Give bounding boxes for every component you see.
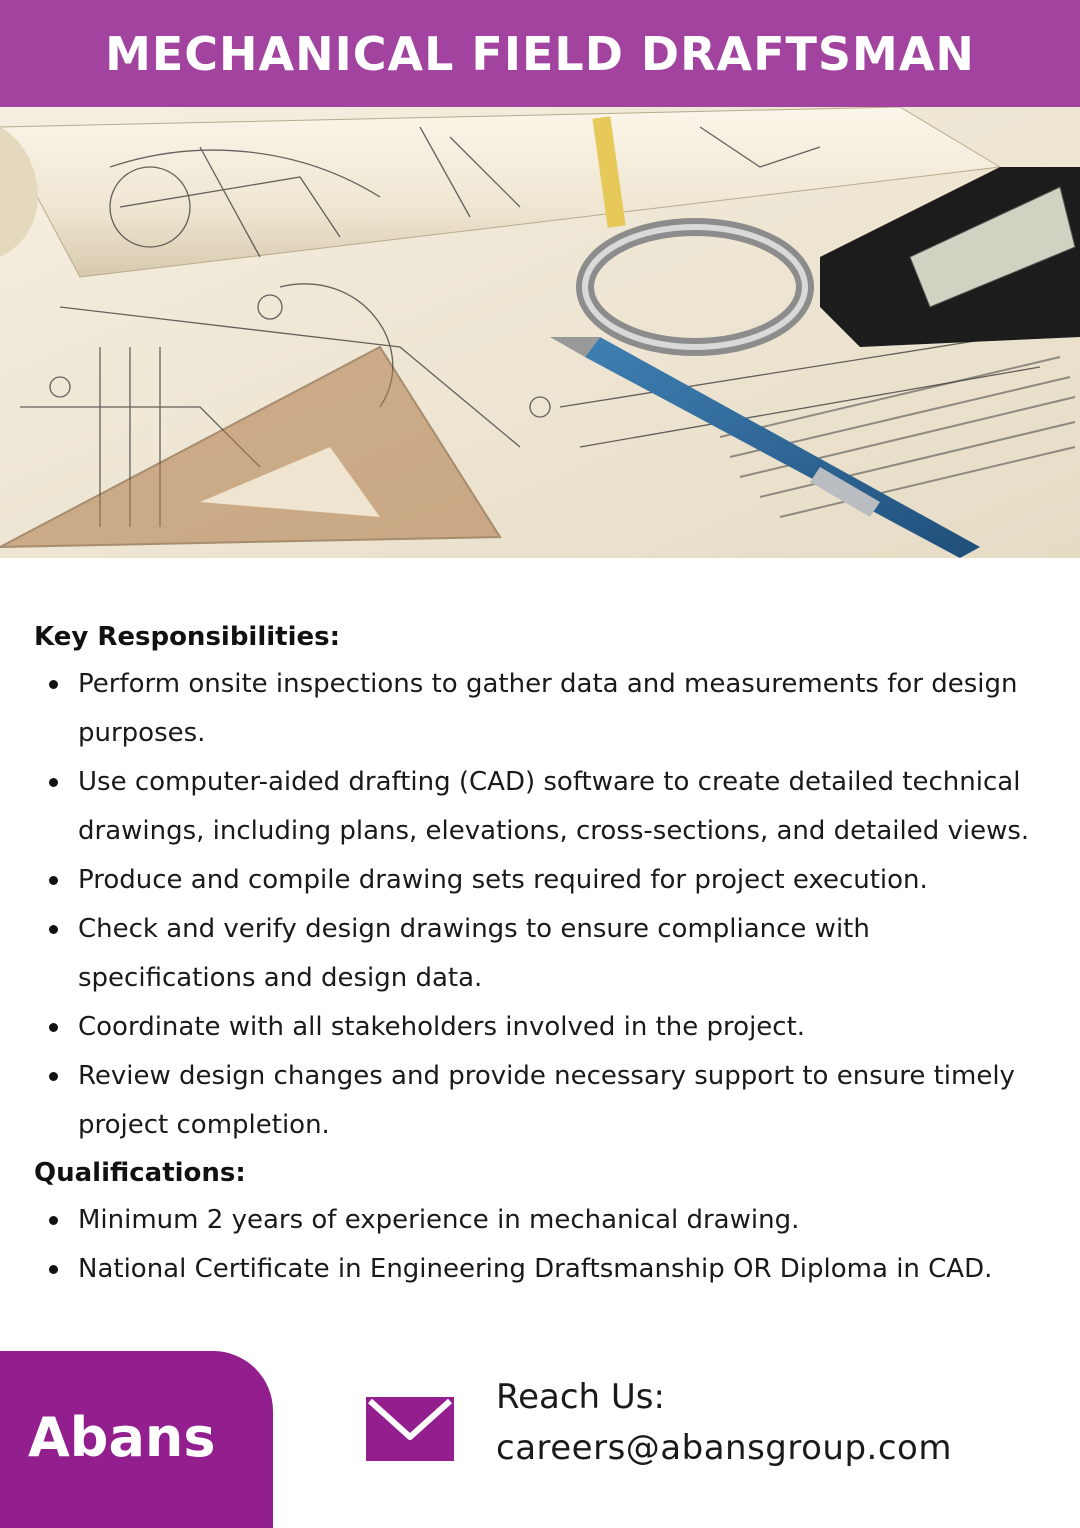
hero-image (0, 107, 1080, 558)
list-item: Use computer-aided drafting (CAD) software to create detailed technical drawings, including plans, elevations, cross-sections, and detailed views. (34, 758, 1044, 856)
responsibilities-heading: Key Responsibilities: (34, 622, 341, 652)
list-item: Perform onsite inspections to gather data and measurements for design purposes. (34, 660, 1044, 758)
reach-us-label: Reach Us: (496, 1377, 665, 1417)
job-details (34, 618, 1044, 1294)
title-banner (0, 0, 1080, 107)
list-item: Minimum 2 years of experience in mechanical drawing. (34, 1196, 1044, 1245)
blueprint-drafting-illustration (0, 107, 1080, 558)
list-item: Review design changes and provide necessary support to ensure timely project completion. (34, 1052, 1044, 1150)
list-item: National Certificate in Engineering Draftsmanship OR Diploma in CAD. (34, 1245, 1044, 1294)
list-item: Coordinate with all stakeholders involved in the project. (34, 1003, 1044, 1052)
qualifications-list (34, 1196, 1044, 1294)
envelope-icon (366, 1397, 454, 1461)
page-title: MECHANICAL FIELD DRAFTSMAN (105, 26, 975, 81)
responsibilities-list (34, 660, 1044, 1150)
list-item: Check and verify design drawings to ensure compliance with specifications and design data. (34, 905, 1044, 1003)
contact-email[interactable]: careers@abansgroup.com (496, 1428, 952, 1468)
list-item: Produce and compile drawing sets required for project execution. (34, 856, 1044, 905)
qualifications-heading: Qualifications: (34, 1158, 246, 1188)
brand-logo: Abans (28, 1406, 216, 1469)
